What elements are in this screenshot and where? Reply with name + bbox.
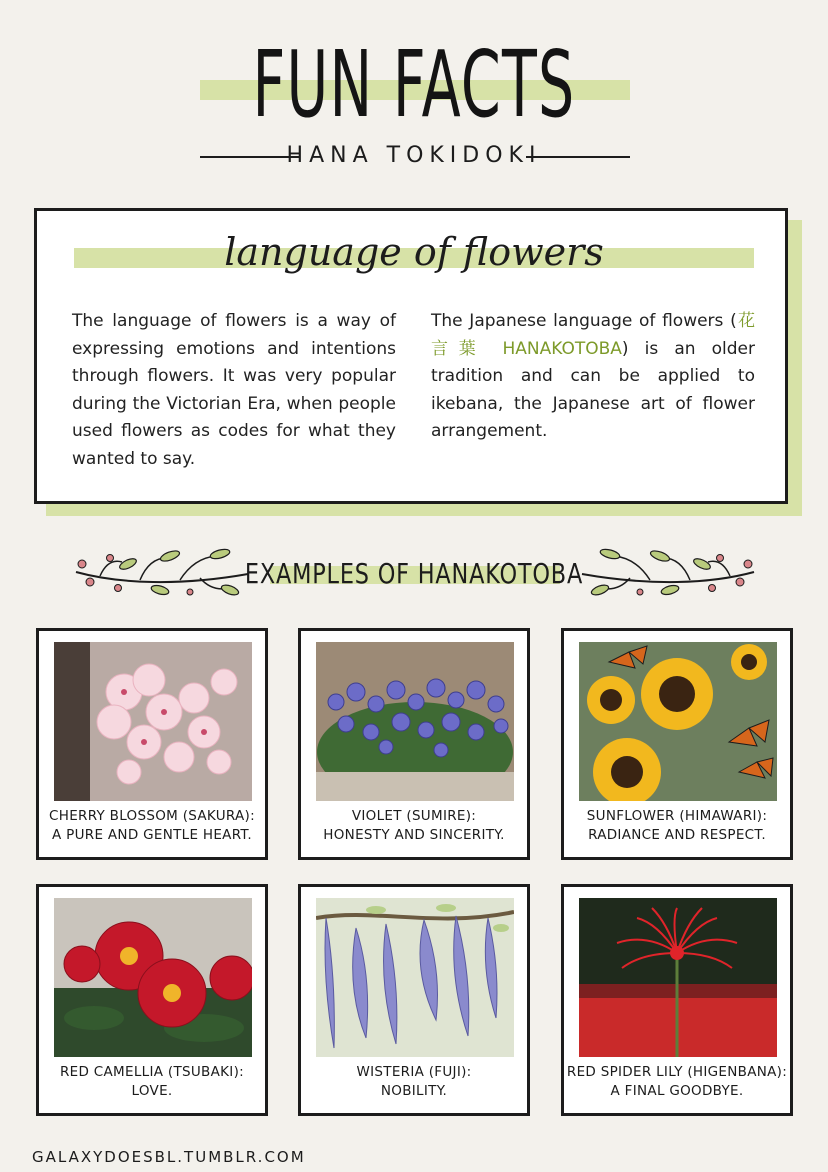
flower-caption	[39, 1063, 265, 1101]
cherry-blossom-photo	[54, 642, 252, 801]
violet-photo	[316, 642, 514, 801]
page-subtitle: HANA TOKIDOKI	[286, 143, 542, 168]
flower-card-violet	[298, 628, 530, 860]
flower-card-red-camellia	[36, 884, 268, 1116]
red-spider-lily-photo	[579, 898, 777, 1057]
section-title: language of flowers	[224, 230, 604, 274]
flower-meaning: HONESTY AND SINCERITY.	[323, 827, 505, 843]
flower-caption	[564, 807, 790, 845]
flower-caption	[564, 1063, 790, 1101]
footer-credit: GALAXYDOESBL.TUMBLR.COM	[32, 1148, 306, 1166]
flower-caption	[39, 807, 265, 845]
left-paragraph: The language of flowers is a way of expressing emotions and intentions through flowers. It was very popular during the Victorian Era, when people used flowers as codes for what they wanted to say.	[72, 311, 396, 469]
page-title: FUN FACTS	[252, 31, 576, 138]
flower-card-wisteria	[298, 884, 530, 1116]
flower-card-cherry-blossom	[36, 628, 268, 860]
flower-card-sunflower	[561, 628, 793, 860]
flower-name: SUNFLOWER (HIMAWARI):	[586, 808, 768, 824]
flower-name: RED CAMELLIA (TSUBAKI):	[60, 1064, 244, 1080]
flower-meaning: NOBILITY.	[380, 1083, 448, 1099]
flower-meaning: A FINAL GOODBYE.	[610, 1083, 744, 1099]
sunflower-photo	[579, 642, 777, 801]
flower-meaning: A PURE AND GENTLE HEART.	[52, 827, 252, 843]
flower-meaning: RADIANCE AND RESPECT.	[588, 827, 766, 843]
flower-name: WISTERIA (FUJI):	[356, 1064, 472, 1080]
wisteria-photo	[316, 898, 514, 1057]
right-paragraph	[431, 308, 755, 446]
right-paragraph-start: The Japanese language of flowers (	[431, 311, 737, 331]
right-paragraph-end: ) is an older tradition and can be applied to ikebana, the Japanese art of flower arrangement.	[431, 338, 755, 441]
flower-meaning: LOVE.	[131, 1083, 173, 1099]
flower-name: CHERRY BLOSSOM (SAKURA):	[49, 808, 255, 824]
red-camellia-photo	[54, 898, 252, 1057]
flower-caption	[301, 1063, 527, 1101]
hanakotoba-highlight: 花言葉 HANAKOTOBA	[431, 311, 755, 359]
flower-name: RED SPIDER LILY (HIGENBANA):	[566, 1064, 788, 1080]
flower-name: VIOLET (SUMIRE):	[351, 808, 477, 824]
flower-caption	[301, 807, 527, 845]
flower-card-red-spider-lily	[561, 884, 793, 1116]
examples-title: EXAMPLES OF HANAKOTOBA	[244, 557, 584, 590]
